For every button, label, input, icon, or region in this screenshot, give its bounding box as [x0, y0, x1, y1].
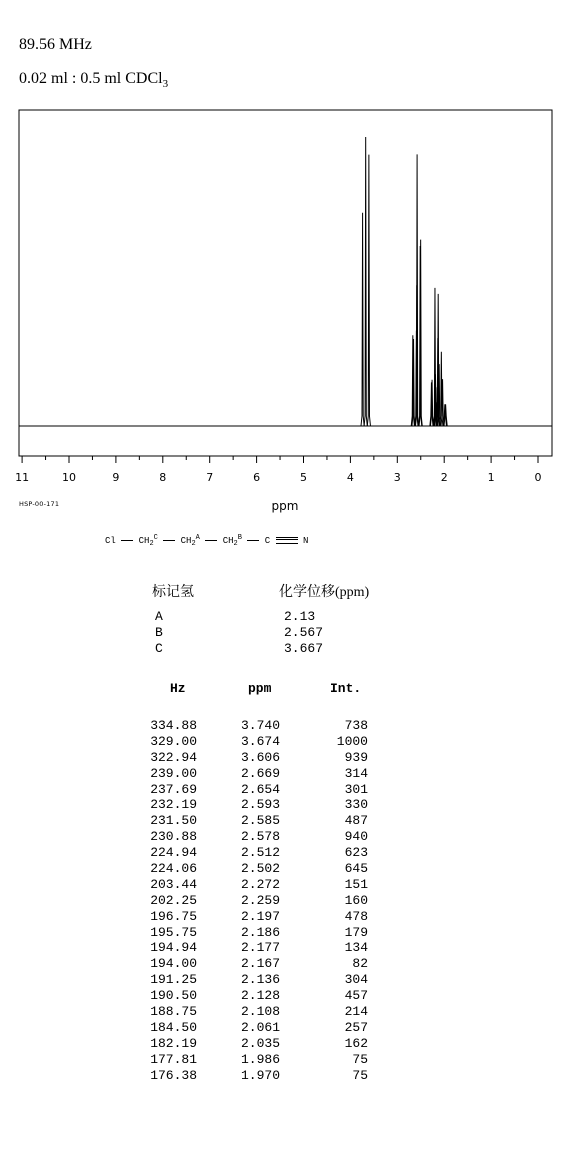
assignment-table: [155, 609, 375, 657]
peak-hz: 224.94: [150, 845, 197, 861]
peak-int: 623: [344, 845, 368, 861]
peak-int: 179: [344, 924, 368, 940]
x-tick-label: 11: [15, 471, 30, 484]
peak-int: 645: [344, 861, 368, 877]
assignment-row: [155, 609, 375, 625]
peak-int: 151: [344, 876, 368, 892]
atom-n: N: [302, 536, 309, 546]
x-axis-ticks: [15, 456, 541, 484]
peak-row: [150, 797, 380, 813]
plot-frame: [19, 110, 552, 456]
peak-row: [150, 845, 380, 861]
header-hz: Hz: [170, 681, 186, 696]
x-tick-label: 7: [206, 471, 214, 484]
peak-row: [150, 1052, 380, 1068]
peak-row: [150, 956, 380, 972]
peak-hz: 239.00: [150, 765, 197, 781]
peak-row: [150, 750, 380, 766]
assignment-shift: 3.667: [284, 641, 324, 656]
x-tick-label: 10: [62, 471, 76, 484]
peak-row: [150, 1068, 380, 1084]
spectrometer-frequency: 89.56 MHz: [19, 36, 92, 53]
peak-row: [150, 1004, 380, 1020]
peak-hz: 176.38: [150, 1067, 197, 1083]
peak-ppm: 2.035: [240, 1035, 280, 1051]
x-tick-label: 1: [487, 471, 495, 484]
peak-int: 330: [344, 797, 368, 813]
spectrum-peaks: [361, 137, 447, 426]
peak-hz: 334.88: [150, 718, 197, 733]
peak-ppm: 2.186: [240, 924, 280, 940]
peak-hz: 237.69: [150, 781, 197, 797]
peak-ppm: 2.061: [240, 1019, 280, 1035]
assignment-shift: 2.13: [284, 609, 316, 624]
peak-int: 940: [344, 829, 368, 845]
peak-ppm: 1.986: [240, 1051, 280, 1067]
peak-ppm: 3.606: [240, 749, 280, 765]
peak-int: 162: [344, 1035, 368, 1051]
peak-ppm: 2.272: [240, 876, 280, 892]
group-ch2-c: $CH_2^C$: [138, 534, 158, 548]
peak-hz: 184.50: [150, 1019, 197, 1035]
peak-ppm: 2.669: [240, 765, 280, 781]
peak-ppm: 2.585: [240, 813, 280, 829]
peak-ppm: 2.654: [240, 781, 280, 797]
atom-c: C: [264, 536, 271, 546]
peak-hz: 230.88: [150, 829, 197, 845]
peak-int: 75: [352, 1051, 368, 1067]
peak-row: [150, 972, 380, 988]
peak-int: 457: [344, 988, 368, 1004]
spectrum-code: HSP-00-171: [19, 500, 60, 508]
peak-ppm: 2.177: [240, 940, 280, 956]
peak-row: [150, 813, 380, 829]
peak-hz: 196.75: [150, 908, 197, 924]
peak-row: [150, 893, 380, 909]
assignment-row: [155, 641, 375, 657]
peak-row: [150, 829, 380, 845]
peak-hz: 195.75: [150, 924, 197, 940]
assignment-header-shift: 化学位移(ppm): [279, 585, 370, 600]
peak-ppm: 3.674: [240, 733, 280, 749]
peak-row: [150, 877, 380, 893]
peak-hz: 182.19: [150, 1035, 197, 1051]
peak-row: [150, 861, 380, 877]
peak-hz: 231.50: [150, 813, 197, 829]
x-tick-label: 4: [346, 471, 354, 484]
peak-hz: 194.00: [150, 956, 197, 972]
peak-ppm: 2.167: [240, 956, 280, 972]
assignment-label: C: [155, 641, 163, 656]
spectrum-peak: [364, 137, 367, 426]
peak-int: 738: [344, 718, 368, 733]
assignment-label: B: [155, 625, 163, 640]
peak-hz: 188.75: [150, 1004, 197, 1020]
x-axis-label: ppm: [271, 499, 299, 513]
peak-row: [150, 1036, 380, 1052]
nmr-spectrum-chart: [0, 0, 570, 520]
assignment-label: A: [155, 609, 163, 624]
peak-ppm: 2.502: [240, 861, 280, 877]
spectrum-peak: [367, 155, 370, 426]
peak-row: [150, 988, 380, 1004]
solvent-text: 0.02 ml : 0.5 ml CDCl: [19, 70, 163, 87]
x-tick-label: 2: [440, 471, 448, 484]
peak-hz: 203.44: [150, 876, 197, 892]
spectrum-peak: [361, 213, 364, 426]
peak-table-header: [150, 681, 380, 699]
peak-ppm: 2.197: [240, 908, 280, 924]
bond: [163, 540, 175, 541]
assignment-row: [155, 625, 375, 641]
x-tick-label: 0: [534, 471, 542, 484]
peak-hz: 224.06: [150, 861, 197, 877]
peak-int: 939: [344, 749, 368, 765]
atom-cl: Cl: [105, 536, 116, 546]
peak-table: [150, 718, 380, 1083]
x-tick-label: 6: [253, 471, 261, 484]
peak-row: [150, 925, 380, 941]
molecule-structure: [105, 536, 308, 546]
peak-hz: 202.25: [150, 892, 197, 908]
peak-ppm: 2.108: [240, 1004, 280, 1020]
peak-int: 304: [344, 972, 368, 988]
peak-hz: 190.50: [150, 988, 197, 1004]
peak-ppm: 2.578: [240, 829, 280, 845]
peak-row: [150, 766, 380, 782]
peak-hz: 194.94: [150, 940, 197, 956]
bond: [247, 540, 259, 541]
x-tick-label: 5: [300, 471, 307, 484]
x-tick-label: 8: [159, 471, 167, 484]
bond: [205, 540, 217, 541]
peak-int: 487: [344, 813, 368, 829]
assignment-shift: 2.567: [284, 625, 324, 640]
peak-ppm: 2.259: [240, 892, 280, 908]
assignment-header-label: 标记氢: [152, 585, 194, 600]
peak-ppm: 2.128: [240, 988, 280, 1004]
peak-row: [150, 782, 380, 798]
peak-row: [150, 718, 380, 734]
peak-row: [150, 940, 380, 956]
peak-int: 314: [344, 765, 368, 781]
peak-row: [150, 1020, 380, 1036]
peak-ppm: 3.740: [240, 718, 280, 733]
header-ppm: ppm: [248, 681, 272, 696]
peak-row: [150, 909, 380, 925]
peak-int: 478: [344, 908, 368, 924]
peak-int: 160: [344, 892, 368, 908]
peak-int: 214: [344, 1004, 368, 1020]
peak-int: 301: [344, 781, 368, 797]
peak-int: 75: [352, 1067, 368, 1083]
peak-hz: 232.19: [150, 797, 197, 813]
bond: [121, 540, 133, 541]
peak-ppm: 2.136: [240, 972, 280, 988]
peak-int: 82: [352, 956, 368, 972]
peak-ppm: 1.970: [240, 1067, 280, 1083]
peak-row: [150, 734, 380, 750]
x-tick-label: 3: [393, 471, 401, 484]
solvent-subscript: 3: [162, 78, 169, 91]
triple-bond: [276, 537, 298, 544]
peak-hz: 329.00: [150, 733, 197, 749]
group-ch2-a: $CH_2^A$: [180, 534, 200, 548]
peak-hz: 191.25: [150, 972, 197, 988]
peak-int: 134: [344, 940, 368, 956]
peak-hz: 177.81: [150, 1051, 197, 1067]
peak-hz: 322.94: [150, 749, 197, 765]
peak-ppm: 2.512: [240, 845, 280, 861]
group-ch2-b: $CH_2^B$: [222, 534, 242, 548]
peak-ppm: 2.593: [240, 797, 280, 813]
peak-int: 257: [344, 1019, 368, 1035]
x-tick-label: 9: [112, 471, 120, 484]
header-int: Int.: [330, 681, 362, 696]
peak-int: 1000: [336, 733, 368, 749]
